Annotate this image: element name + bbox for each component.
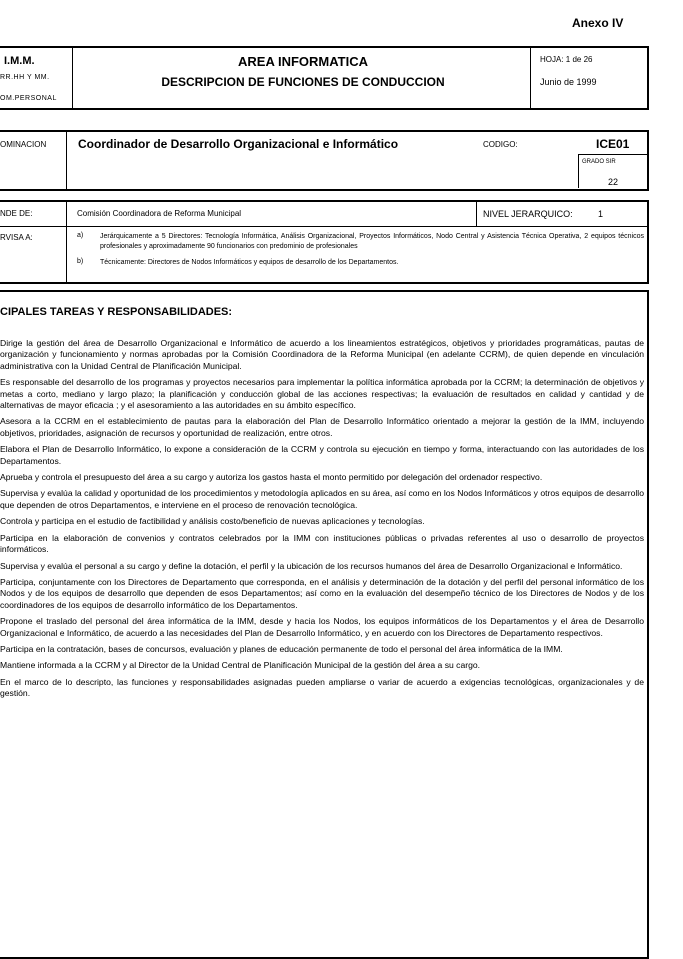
hierarchy-level-label: NIVEL JERARQUICO: [483,209,573,219]
task-item: Controla y participa en el estudio de factibilidad y análisis costo/beneficio de nuevas aplicaciones y tecnologías. [0,516,425,527]
grade-value: 22 [608,177,619,187]
code-value: ICE01 [596,137,630,151]
code-label: CODIGO: [483,140,518,149]
org-name: I.M.M. [4,55,35,67]
task-item: Asesora a la CCRM en el establecimiento de pautas para la elaboración del Plan de Desarrollo Informático orientado a mejorar la gestión de la IMM, incluyendo objetivos, prioridades, asignación de recursos y oportunidad de realización, entre otros. [0,416,644,438]
tasks-heading: CIPALES TAREAS Y RESPONSABILIDADES: [0,306,233,318]
task-item: Elabora el Plan de Desarrollo Informático, lo expone a consideración de la CCRM y controla su ejecución en tiempo y forma, interactuando con las autoridades de los Departamentos. [0,444,644,466]
document-date: Junio de 1999 [540,77,597,87]
list-marker: a) [77,232,84,239]
divider [0,226,647,227]
annex-label: Anexo IV [572,16,624,30]
task-item: Es responsable del desarrollo de los programas y proyectos necesarios para implementar la política informática aprobada por la CCRM; la determinación de objetivos y metas a corto, mediano y largo plazo; la planificación y conducción global de las acciones respectivas; la evaluación de resultados en calidad y cantidad y de alternativas de mayor eficacia ; y el asesoramiento a las autoridades en su ámbito específico. [0,377,644,411]
tasks-list [0,338,644,705]
task-item: Supervisa y evalúa el personal a su cargo y define la dotación, el perfil y la ubicación de los recursos humanos del área de Desarrollo Organizacional e Informático. [0,560,623,571]
denomination-label: OMINACION [0,140,47,149]
document-title: DESCRIPCION DE FUNCIONES DE CONDUCCION [161,75,445,89]
task-item: Mantiene informada a la CCRM y al Director de la Unidad Central de Planificación Municipal de la gestión del área a su cargo. [0,660,481,671]
supervises-item: Jerárquicamente a 5 Directores: Tecnología Informática, Análisis Organizacional, Proyectos Informáticos, Nodo Central y Asistencia Técnica Operativa, 2 equipos técnicos profesionales y aproximadamente 90 funcionarios con predominio de profesionales [100,233,644,250]
divider [66,202,67,282]
supervises-item: Técnicamente: Directores de Nodos Informáticos y equipos de desarrollo de los Departamentos. [100,259,399,266]
divider [66,132,67,189]
reports-to-label: NDE DE: [0,209,33,218]
task-item: Supervisa y evalúa la calidad y oportunidad de los procedimientos y metodología aplicados en su área, así como en los Nodos Informáticos y otros equipos de desarrollo que dependen de otros Departamentos, e interviene en el proceso de renovación tecnológica. [0,488,644,510]
hierarchy-level-value: 1 [598,209,604,219]
grade-label: GRADO SIR [582,159,616,165]
task-item: Aprueba y controla el presupuesto del área a su cargo y autoriza los gastos hasta el monto permitido por delegación del ordenador respectivo. [0,472,543,483]
task-item: Participa, conjuntamente con los Directores de Departamento que corresponda, en el análisis y determinación de la dotación y del perfil del personal informático de los Nodos y de los equipos de desarrollo que dependen de esos Departamentos; así como en la evaluación del desempeño técnico de los Directores de Nodos y de los coordinadores de los equipos de desarrollo informático de los Departamentos. [0,576,644,610]
divider [476,202,477,226]
area-title: AREA INFORMATICA [238,54,368,69]
list-marker: b) [77,258,84,265]
task-item: Participa en la contratación, bases de concursos, evaluación y planes de educación permanente de todo el personal del área informática de la IMM. [0,643,563,654]
department-line-1: RR.HH Y MM. [0,74,50,81]
task-item: Dirige la gestión del área de Desarrollo Organizacional e Informático de acuerdo a los lineamientos estratégicos, objetivos y prioridades programáticas, pautas de organización y funcionamiento y normas aprobadas por la Comisión Coordinadora de la Reforma Municipal (en adelante CCRM), de quien depende en vinculación administrativa con la Unidad Central de Planificación Municipal. [0,338,644,371]
position-title: Coordinador de Desarrollo Organizacional e Informático [78,137,399,151]
supervises-label: RVISA A: [0,233,33,242]
task-item: Participa en la elaboración de convenios y contratos celebrados por la IMM con instituciones públicas o privadas referentes al uso o desarrollo de proyectos informáticos. [0,532,644,555]
reports-to-value: Comisión Coordinadora de Reforma Municipal [77,209,242,218]
department-line-2: OM.PERSONAL [0,95,57,102]
task-item: En el marco de lo descripto, las funciones y responsabilidades asignadas pueden ampliarse o variar de acuerdo a exigencias tecnológicas, organizacionales y de gestión. [0,676,644,699]
task-item: Propone el traslado del personal del área informática de la IMM, desde y hacia los Nodos, los equipos informáticos de los Departamentos y el área de Desarrollo Organizacional e Informático, de acuerdo a las necesidades del Plan de Desarrollo Informático, y en acuerdo con los Directores de Departamento respectivos. [0,616,644,638]
page-count: HOJA: 1 de 26 [540,55,593,64]
